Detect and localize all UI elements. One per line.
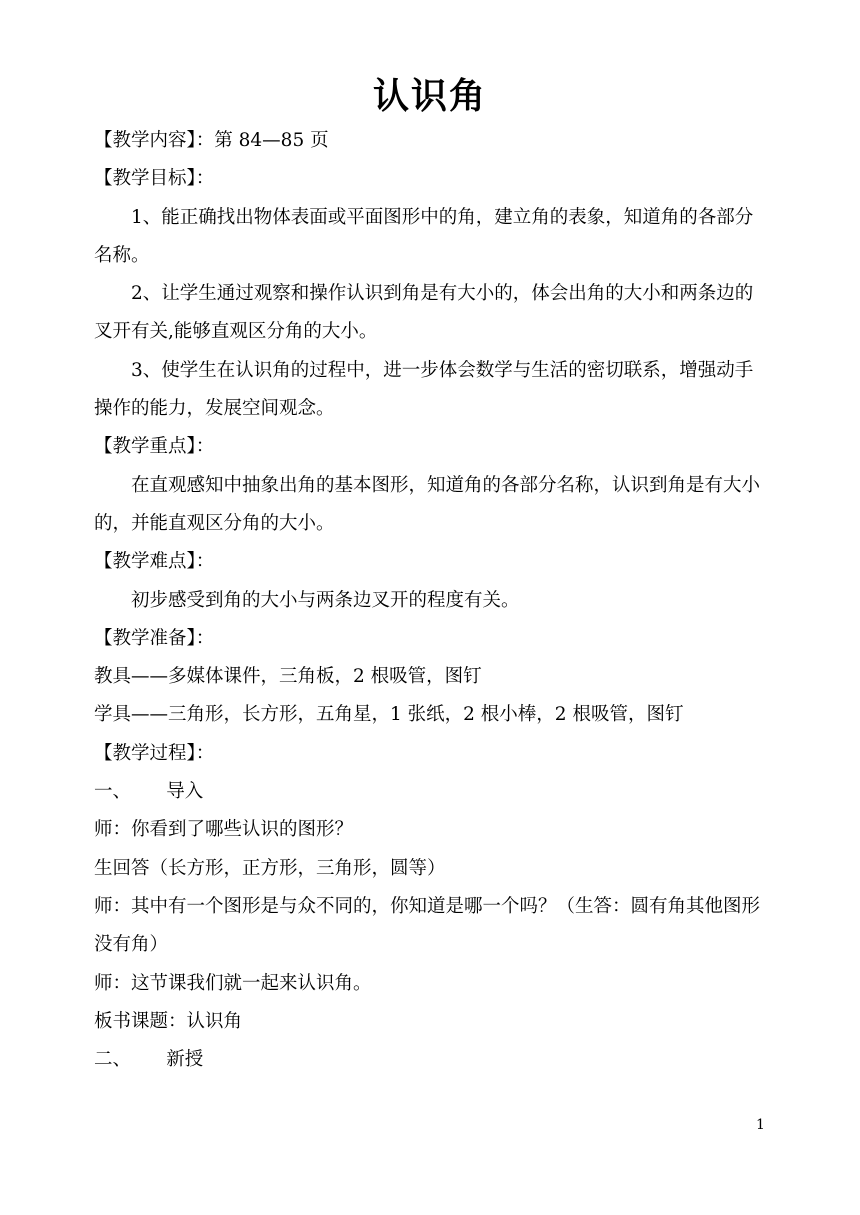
dialogue-line: 师：其中有一个图形是与众不同的，你知道是哪一个吗？（生答：圆有角其他图形没有角）: [94, 895, 761, 956]
teacher-materials-line: 教具——多媒体课件，三角板，2 根吸管，图钉: [94, 666, 482, 688]
goal-3-paragraph: 3、使学生在认识角的过程中，进一步体会数学与生活的密切联系，增强动手操作的能力，发展空间观念。: [94, 359, 754, 420]
preparation-heading: 【教学准备】：: [94, 627, 215, 649]
dialogue-line: 师：这节课我们就一起来认识角。: [94, 972, 372, 994]
difficult-points-heading: 【教学难点】：: [94, 551, 215, 573]
goal-1-paragraph: 1、能正确找出物体表面或平面图形中的角，建立角的表象，知道角的各部分名称。: [94, 206, 754, 266]
key-points-heading: 【教学重点】：: [94, 436, 215, 458]
key-points-paragraph: 在直观感知中抽象出角的基本图形，知道角的各部分名称，认识到角是有大小的，并能直观区分角的大小。: [94, 474, 761, 534]
teaching-process-heading: 【教学过程】：: [94, 742, 215, 764]
section-1-heading: 一、 导入: [94, 781, 204, 803]
page-number: 1: [756, 1117, 765, 1133]
dialogue-line: 生回答（长方形，正方形，三角形，圆等）: [94, 857, 446, 879]
dialogue-line: 师：你看到了哪些认识的图形？: [94, 819, 354, 841]
document-body: [94, 122, 770, 1079]
board-title-line: 板书课题：认识角: [94, 1010, 243, 1032]
student-materials-line: 学具——三角形，长方形，五角星，1 张纸，2 根小棒，2 根吸管，图钉: [94, 704, 684, 726]
goal-2-paragraph: 2、让学生通过观察和操作认识到角是有大小的，体会出角的大小和两条边的叉开有关,能够直观区分角的大小。: [94, 283, 754, 343]
teaching-content-line: 【教学内容】：第 84—85 页: [94, 130, 329, 151]
difficult-points-paragraph: 初步感受到角的大小与两条边叉开的程度有关。: [131, 589, 520, 611]
document-title: 认识角: [372, 76, 487, 117]
section-2-heading: 二、 新授: [94, 1049, 204, 1071]
teaching-goals-heading: 【教学目标】：: [94, 168, 215, 190]
